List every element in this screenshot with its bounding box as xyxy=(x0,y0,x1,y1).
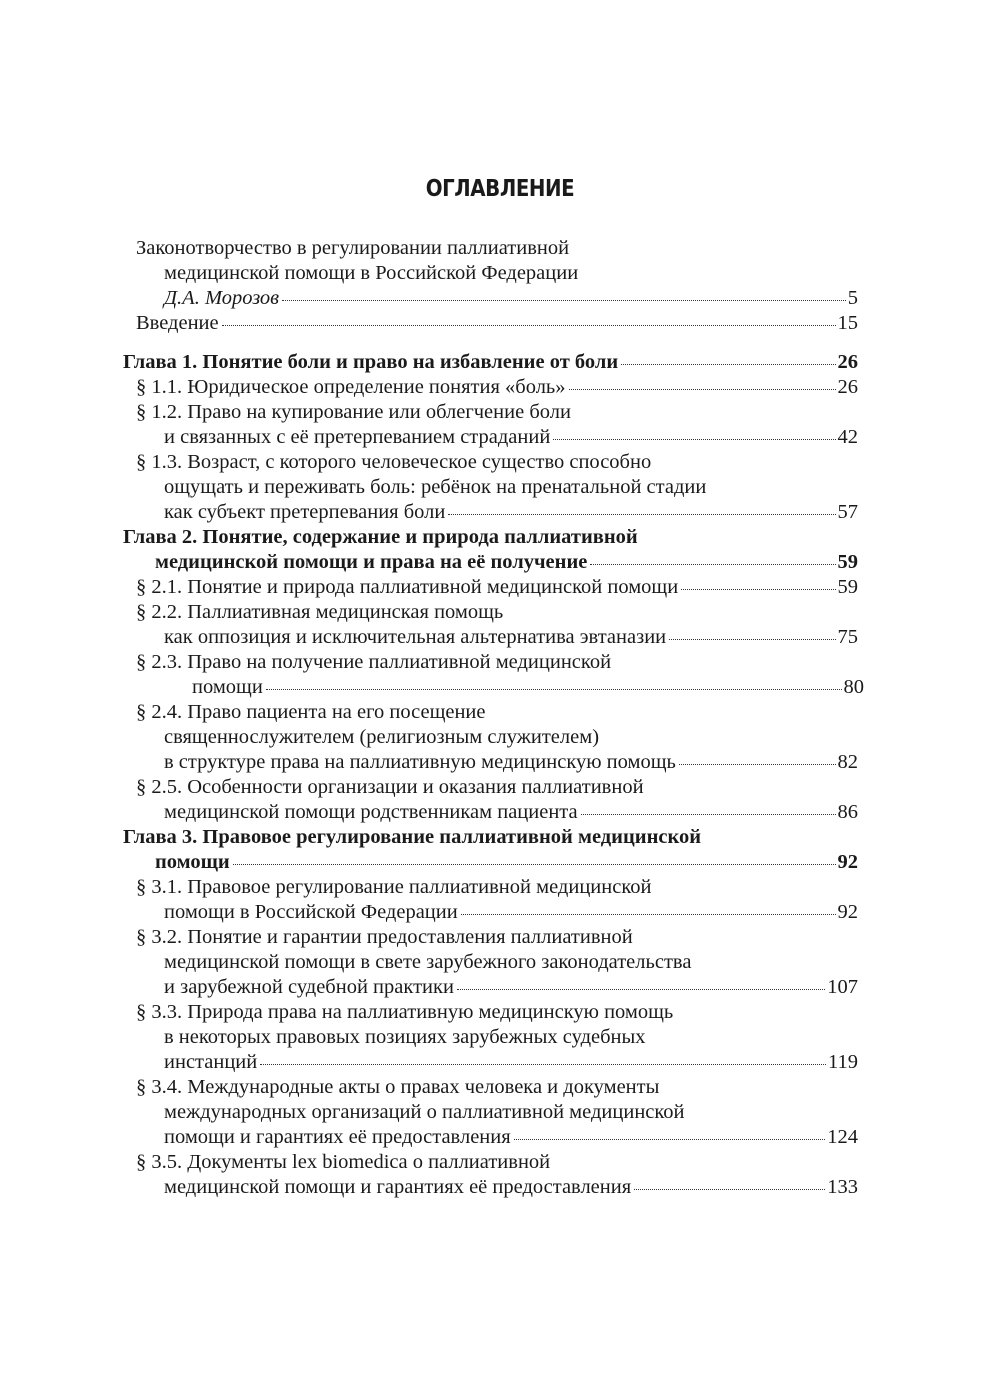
toc-entry-last-line xyxy=(136,575,858,600)
toc-entry-last-line xyxy=(164,1175,858,1200)
page-number: 80 xyxy=(843,676,864,698)
page-number: 107 xyxy=(827,976,858,998)
toc-entry-text-line: медицинской помощи в Российской Федерации xyxy=(164,262,579,284)
toc-entry-text-line: и связанных с её претерпеванием страданий xyxy=(164,426,551,448)
dot-leader xyxy=(569,389,836,390)
page-number: 59 xyxy=(837,576,858,598)
page-number: 92 xyxy=(837,851,858,873)
toc-entry-text-line: § 3.4. Международные акты о правах человека и документы xyxy=(136,1076,660,1098)
toc-entry-s2-4[interactable] xyxy=(0,700,1000,775)
toc-entry-last-line xyxy=(164,500,858,525)
toc-entry-text-line: как оппозиция и исключительная альтернатива эвтаназии xyxy=(164,626,667,648)
toc-entry-s3-5[interactable] xyxy=(0,1150,1000,1200)
toc-entry-last-line xyxy=(164,625,858,650)
toc-entry-last-line xyxy=(123,350,858,375)
toc-entry-text-line: медицинской помощи в свете зарубежного законодательства xyxy=(164,951,692,973)
page-number: 59 xyxy=(837,551,858,573)
toc-entry-text-line: помощи в Российской Федерации xyxy=(164,901,458,923)
toc-entry-ch2[interactable] xyxy=(0,525,1000,575)
dot-leader xyxy=(679,764,836,765)
toc-entry-text-line: помощи xyxy=(155,851,230,873)
toc-entry-text-line: § 3.5. Документы lex biomedica о паллиативной xyxy=(136,1151,551,1173)
toc-entry-text-line: Законотворчество в регулировании паллиативной xyxy=(136,237,570,259)
toc-entry-text-line: § 3.2. Понятие и гарантии предоставления паллиативной xyxy=(136,926,633,948)
dot-leader xyxy=(669,639,835,640)
toc-entry-s1-2[interactable] xyxy=(0,400,1000,450)
toc-entry-text-line: помощи xyxy=(192,676,263,698)
page-number: 119 xyxy=(828,1051,858,1073)
toc-entry-last-line xyxy=(192,675,864,700)
toc-entry-s2-2[interactable] xyxy=(0,600,1000,650)
toc-entry-last-line xyxy=(136,311,858,336)
dot-leader xyxy=(260,1064,826,1065)
page-number: 26 xyxy=(837,351,858,373)
page-number: 75 xyxy=(837,626,858,648)
toc-entry-last-line xyxy=(136,375,858,400)
toc-entry-text-line: § 1.3. Возраст, с которого человеческое существо способно xyxy=(136,451,652,473)
page-number: 82 xyxy=(837,751,858,773)
toc-entry-s2-1[interactable] xyxy=(0,575,1000,600)
toc-entry-text-line: медицинской помощи и гарантиях её предоставления xyxy=(164,1176,632,1198)
page-number: 15 xyxy=(837,312,858,334)
toc-entry-last-line xyxy=(164,750,858,775)
toc-entry-text-line: § 1.2. Право на купирование или облегчение боли xyxy=(136,401,571,423)
toc-entry-ch3[interactable] xyxy=(0,825,1000,875)
toc-entry-text-line: Глава 2. Понятие, содержание и природа паллиативной xyxy=(123,526,638,548)
toc-entry-author: Д.А. Морозов xyxy=(164,287,280,309)
table-of-contents xyxy=(0,236,1000,1200)
toc-entry-text-line: помощи и гарантиях её предоставления xyxy=(164,1126,511,1148)
page-title: ОГЛАВЛЕНИЕ xyxy=(425,176,575,202)
toc-entry-text-line: § 2.4. Право пациента на его посещение xyxy=(136,701,486,723)
toc-entry-s2-3[interactable] xyxy=(0,650,1000,700)
dot-leader xyxy=(581,814,836,815)
toc-entry-last-line xyxy=(164,425,858,450)
dot-leader xyxy=(590,564,835,565)
toc-entry-last-line xyxy=(164,1050,858,1075)
dot-leader xyxy=(461,914,836,915)
toc-entry-foreword[interactable] xyxy=(0,236,1000,311)
dot-leader xyxy=(553,439,835,440)
toc-entry-text-line: международных организаций о паллиативной медицинской xyxy=(164,1101,685,1123)
dot-leader xyxy=(457,989,825,990)
toc-entry-text-line: как субъект претерпевания боли xyxy=(164,501,446,523)
toc-entry-s2-5[interactable] xyxy=(0,775,1000,825)
toc-entry-text-line: ощущать и переживать боль: ребёнок на пренатальной стадии xyxy=(164,476,707,498)
toc-entry-text-line: медицинской помощи и права на её получение xyxy=(155,551,588,573)
dot-leader xyxy=(266,689,842,690)
toc-entry-s1-3[interactable] xyxy=(0,450,1000,525)
toc-entry-text-line: Глава 1. Понятие боли и право на избавление от боли xyxy=(123,351,619,373)
toc-entry-s3-1[interactable] xyxy=(0,875,1000,925)
dot-leader xyxy=(448,514,835,515)
toc-entry-text-line: § 2.1. Понятие и природа паллиативной медицинской помощи xyxy=(136,576,679,598)
toc-entry-text-line: Введение xyxy=(136,312,219,334)
toc-entry-text-line: § 2.5. Особенности организации и оказания паллиативной xyxy=(136,776,644,798)
page-number: 5 xyxy=(847,287,858,309)
toc-entry-text-line: инстанций xyxy=(164,1051,258,1073)
page-number: 57 xyxy=(837,501,858,523)
toc-entry-text-line: § 2.2. Паллиативная медицинская помощь xyxy=(136,601,504,623)
toc-entry-last-line xyxy=(164,975,858,1000)
dot-leader xyxy=(621,364,835,365)
page-number: 42 xyxy=(837,426,858,448)
page-number: 92 xyxy=(837,901,858,923)
toc-entry-last-line xyxy=(164,800,858,825)
toc-entry-last-line xyxy=(164,1125,858,1150)
toc-entry-text-line: священнослужителем (религиозным служителем) xyxy=(164,726,600,748)
toc-entry-text-line: в некоторых правовых позициях зарубежных судебных xyxy=(164,1026,646,1048)
dot-leader xyxy=(514,1139,826,1140)
toc-entry-text-line: и зарубежной судебной практики xyxy=(164,976,454,998)
toc-entry-text-line: в структуре права на паллиативную медицинскую помощь xyxy=(164,751,676,773)
toc-entry-last-line xyxy=(155,550,858,575)
toc-entry-intro[interactable] xyxy=(0,311,1000,336)
dot-leader xyxy=(634,1189,825,1190)
toc-entry-last-line xyxy=(164,900,858,925)
toc-entry-s3-4[interactable] xyxy=(0,1075,1000,1150)
page-number: 133 xyxy=(827,1176,858,1198)
dot-leader xyxy=(233,864,836,865)
toc-entry-text-line: Глава 3. Правовое регулирование паллиативной медицинской xyxy=(123,826,702,848)
page-number: 124 xyxy=(827,1126,858,1148)
toc-entry-s3-3[interactable] xyxy=(0,1000,1000,1075)
toc-entry-s3-2[interactable] xyxy=(0,925,1000,1000)
toc-entry-s1-1[interactable] xyxy=(0,375,1000,400)
toc-entry-ch1[interactable] xyxy=(0,350,1000,375)
dot-leader xyxy=(282,300,846,301)
toc-entry-text-line: § 2.3. Право на получение паллиативной медицинской xyxy=(136,651,612,673)
page-number: 86 xyxy=(837,801,858,823)
toc-entry-text-line: § 1.1. Юридическое определение понятия «боль» xyxy=(136,376,566,398)
toc-entry-last-line xyxy=(164,286,858,311)
toc-entry-text-line: § 3.1. Правовое регулирование паллиативной медицинской xyxy=(136,876,652,898)
toc-entry-text-line: медицинской помощи родственникам пациента xyxy=(164,801,578,823)
dot-leader xyxy=(222,325,836,326)
toc-entry-last-line xyxy=(155,850,858,875)
page-number: 26 xyxy=(837,376,858,398)
toc-entry-text-line: § 3.3. Природа права на паллиативную медицинскую помощь xyxy=(136,1001,674,1023)
dot-leader xyxy=(681,589,835,590)
